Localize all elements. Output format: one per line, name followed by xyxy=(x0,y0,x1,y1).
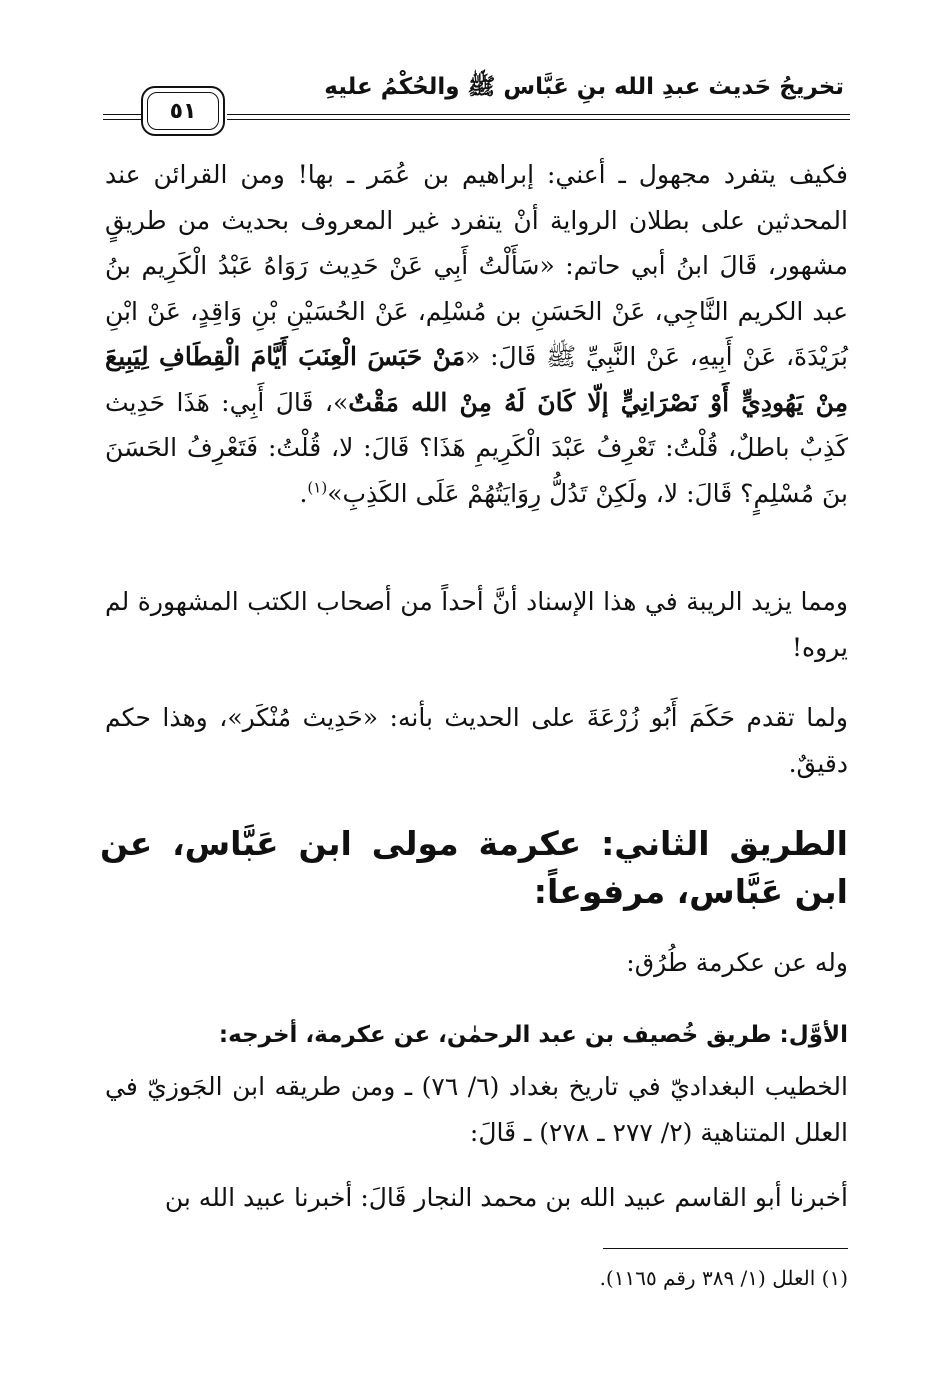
paragraph-3: ولما تقدم حَكَمَ أَبُو زُرْعَةَ على الحديث بأنه: «حَدِيث مُنْكَر»، وهذا حكم دقيقٌ. xyxy=(105,703,848,778)
footnote: (١) العلل (١/ ٣٨٩ رقم ١١٦٥). xyxy=(599,1266,848,1290)
paragraph-4: وله عن عكرمة طُرُق: xyxy=(626,948,848,977)
sub-heading: الأوَّل: طريق خُصيف بن عبد الرحمٰن، عن عكرمة، أخرجه: xyxy=(218,1022,848,1048)
footnote-separator xyxy=(603,1248,848,1249)
section-heading: الطريق الثاني: عكرمة مولى ابن عَبَّاس، عن ابن عَبَّاس، مرفوعاً: xyxy=(100,824,848,911)
paragraph-1-text: فكيف يتفرد مجهول ـ أعني: إبراهيم بن عُمَر ـ بها! ومن القرائن عند المحدثين على بطلان الرواية أنْ يتفرد غير المعروف بحديث من طريقٍ مشهور، قَالَ ابنُ أبي حاتم: «سَأَلْتُ أَبِي عَنْ حَدِيث رَوَاهُ عَبْدُ الْكَرِيم بنُ عبد الكريم النَّاجِي، عَنْ الحَسَنِ بن مُسْلِم، عَنْ الحُسَيْنِ بْنِ وَاقِدٍ، عَنْ ابْنِ بُرَيْدَةَ، عَنْ أَبِيهِ، عَنْ النَّبِيِّ ﷺ قَالَ: « xyxy=(105,160,848,371)
paragraph-1-continued: »، قَالَ أَبِي: هَذَا حَدِيث كَذِبٌ باطلٌ، قُلْتُ: تَعْرِفُ عَبْدَ الْكَرِيمِ هَذَا؟ قَالَ: لا، قُلْتُ: فَتَعْرِفُ الحَسَنَ بنَ مُسْلِمٍ؟ قَالَ: لا، ولَكِنْ تَدُلُّ رِوَايَتُهُمْ عَلَى الكَذِبِ» xyxy=(105,387,848,508)
header-double-rule xyxy=(227,114,850,120)
paragraph-1 xyxy=(105,152,848,516)
paragraph-5: الخطيب البغداديّ في تاريخ بغداد (٦/ ٧٦) ـ ومن طريقه ابن الجَوزيّ في العلل المتناهية (٢/ ٢٧٧ ـ ٢٧٨) ـ قَالَ: xyxy=(105,1072,848,1147)
page-number: ٥١ xyxy=(147,92,219,130)
paragraph-2: ومما يزيد الريبة في هذا الإسناد أنَّ أحداً من أصحاب الكتب المشهورة لم يروه! xyxy=(105,587,848,662)
page-header xyxy=(95,70,850,130)
running-title: تخريجُ حَديث عبدِ الله بنِ عَبَّاس ﷺ والحُكْمُ عليهِ xyxy=(324,74,844,100)
hadith-quote: مَنْ حَبَسَ الْعِنَبَ أَيَّامَ الْقِطَافِ لِيَبِيعَ مِنْ يَهُودِيٍّ أَوْ نَصْرَانِيٍّ إلّا كَانَ لَهُ مِنْ الله مَقْتٌ xyxy=(105,342,848,417)
page-number-frame xyxy=(141,86,225,136)
header-double-rule-left xyxy=(103,114,141,120)
paragraph-1-end: . xyxy=(299,478,308,508)
footnote-reference: (١) xyxy=(307,478,328,497)
paragraph-6: أخبرنا أبو القاسم عبيد الله بن محمد النجار قَالَ: أخبرنا عبيد الله بن xyxy=(164,1183,848,1212)
